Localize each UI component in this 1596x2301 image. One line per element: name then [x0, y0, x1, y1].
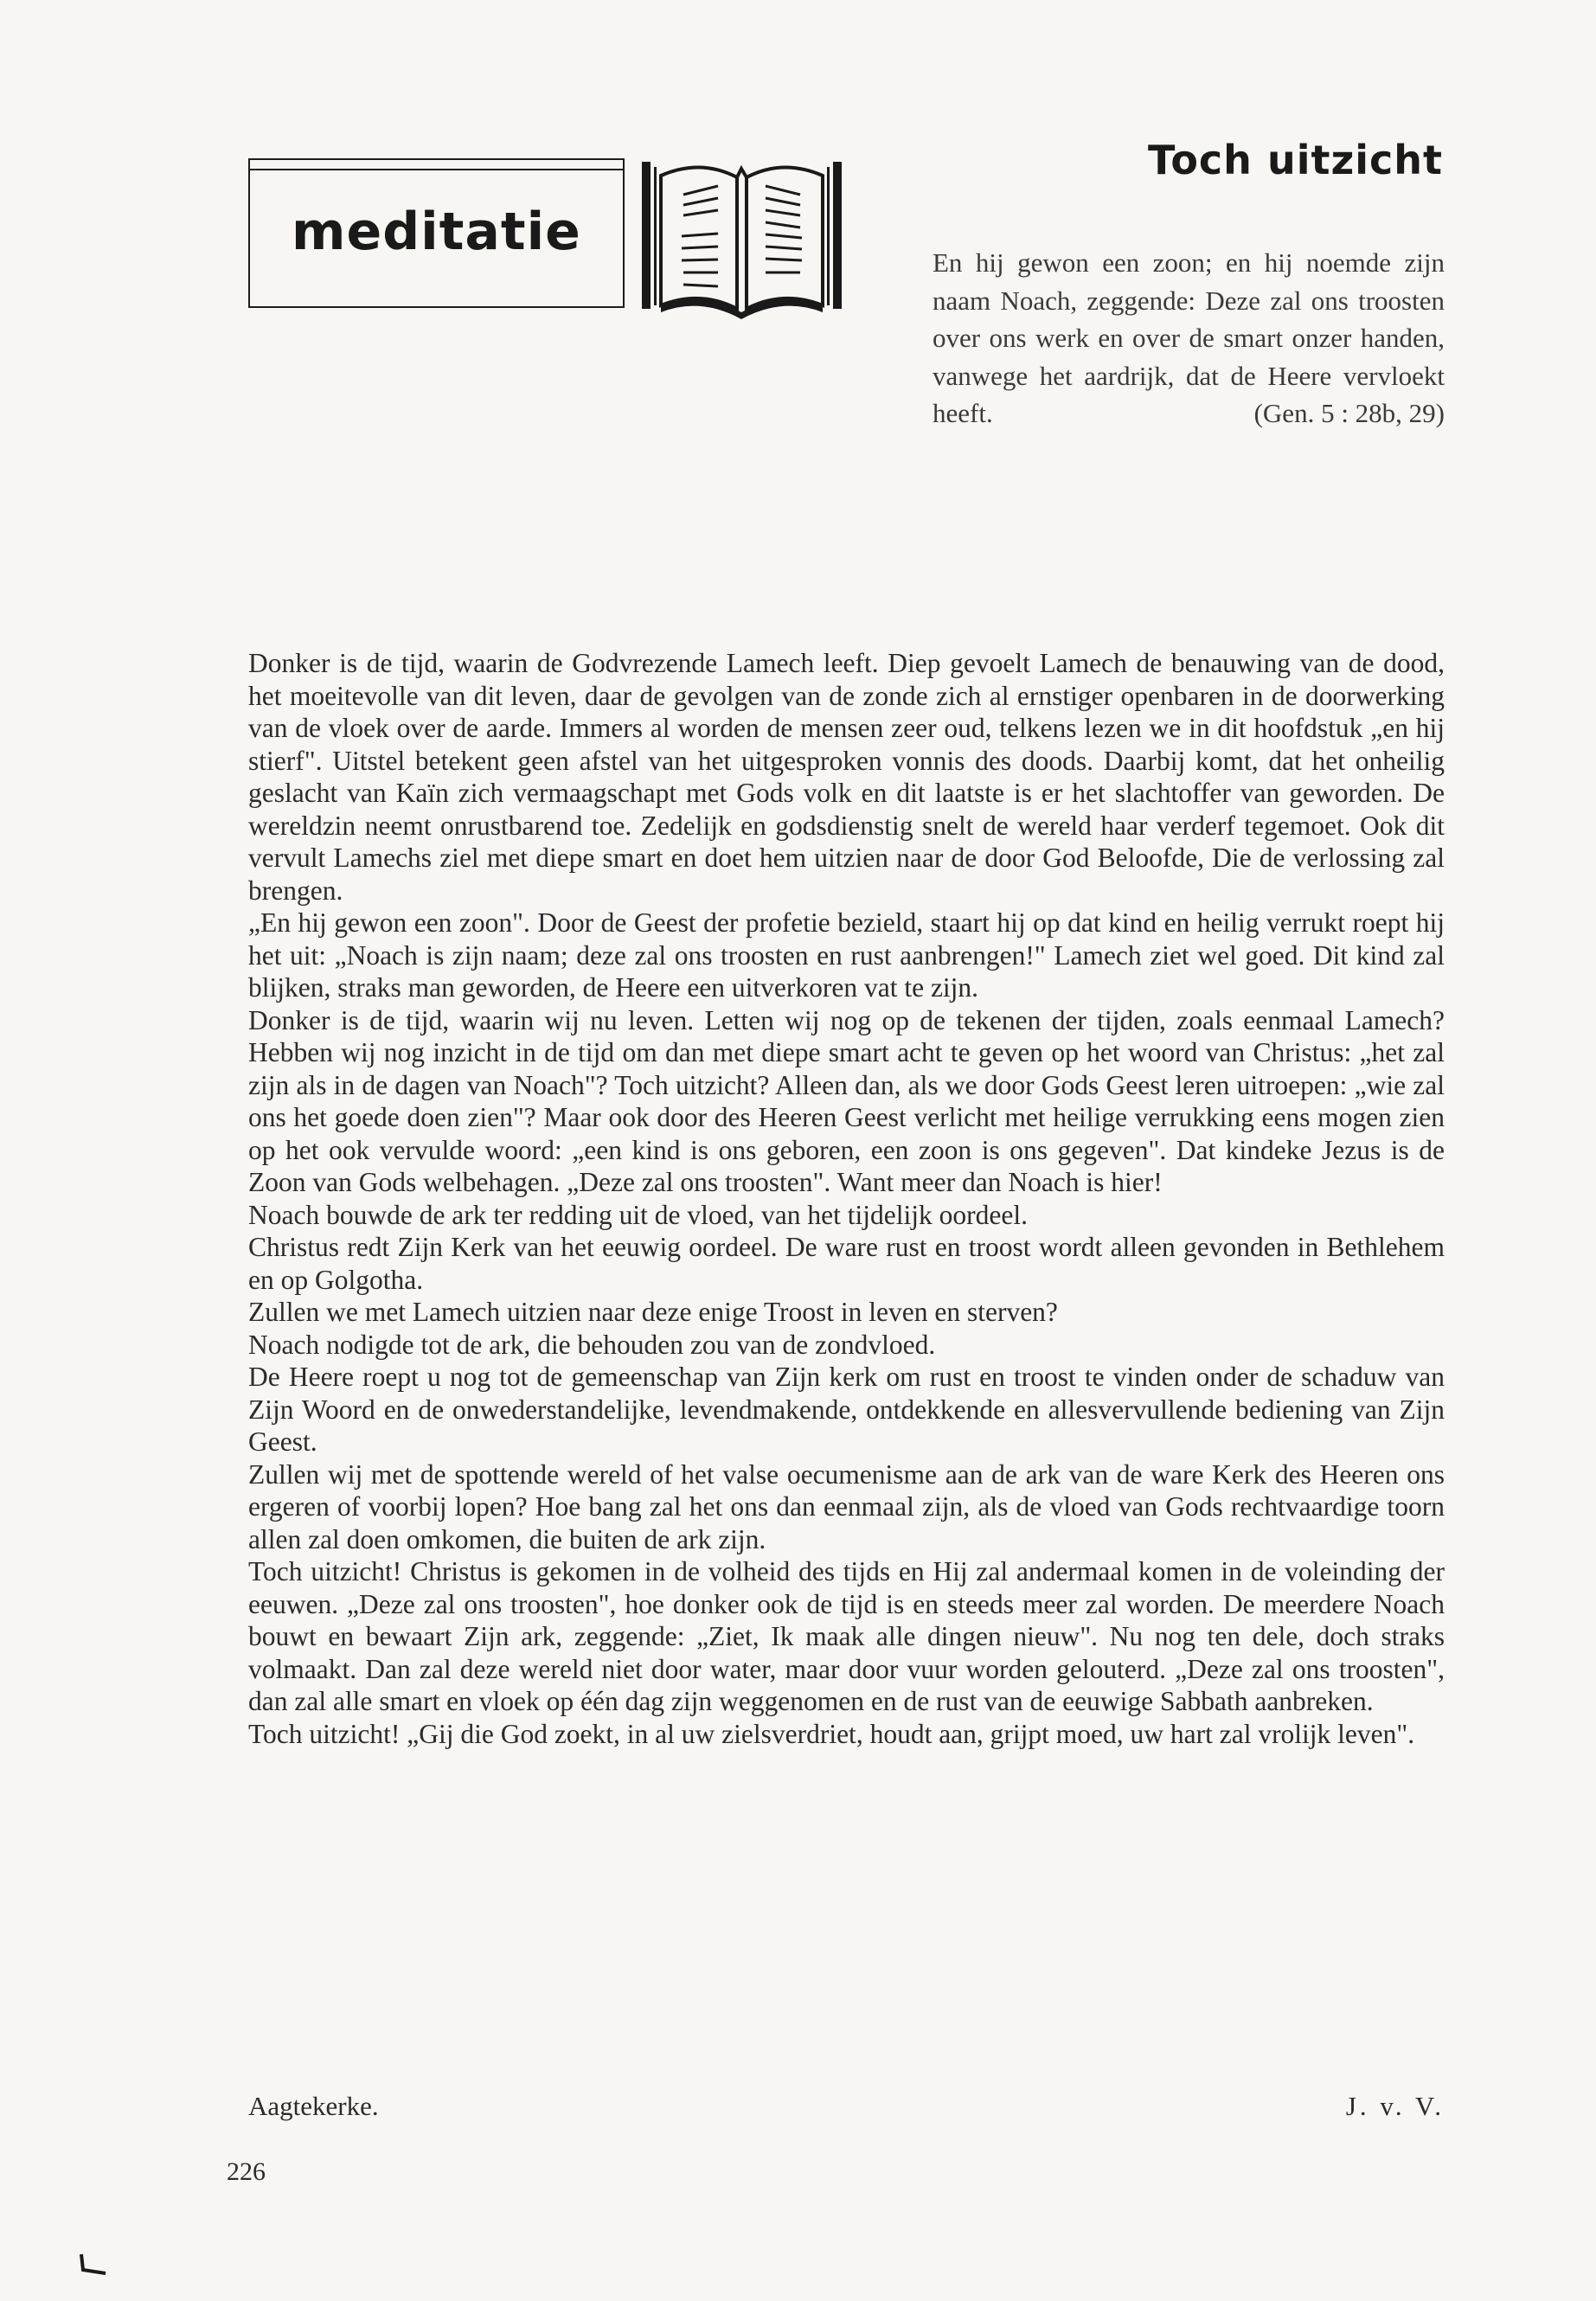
epigraph-text: En hij gewon een zoon; en hij noemde zijn naam Noach, zeggende: Deze zal ons troosten over ons werk en over de smart onzer handen, vanwege het aardrijk, dat de Heere vervloekt heeft.: [933, 247, 1445, 428]
header-divider: [250, 169, 625, 170]
section-label: meditatie: [292, 202, 581, 262]
body-paragraph: Toch uitzicht! Christus is gekomen in de volheid des tijds en Hij zal andermaal komen in de voleinding der eeuwen. „Deze zal ons troosten", hoe donker ook de tijd is en steeds meer zal worden. De meerdere Noach bouwt en bewaart Zijn ark, zeggende: „Ziet, Ik maak alle dingen nieuw". Nu nog ten dele, doch straks volmaakt. Dan zal deze wereld niet door water, maar door vuur worden gelouterd. „Deze zal ons troosten", dan zal alle smart en vloek op één dag zijn weggenomen en de rust van de eeuwige Sabbath aanbreken.: [248, 1556, 1445, 1716]
article-title: Toch uitzicht: [1148, 137, 1443, 183]
open-book-icon: [631, 151, 852, 320]
epigraph-reference: (Gen. 5 : 28b, 29): [1253, 398, 1445, 428]
body-paragraph: De Heere roept u nog tot de gemeenschap van Zijn kerk om rust en troost te vinden onder de schaduw van Zijn Woord en de onwederstandelijke, levendmakende, ontdekkende en allesvervullende bediening van Zijn Geest.: [248, 1362, 1445, 1457]
body-paragraph: Toch uitzicht! „Gij die God zoekt, in al uw zielsverdriet, houdt aan, grijpt moed, uw hart zal vrolijk leven".: [248, 1718, 1415, 1749]
header-box: [248, 158, 625, 308]
body-paragraph: „En hij gewon een zoon". Door de Geest der profetie bezield, staart hij op dat kind en heilig verrukt roept hij het uit: „Noach is zijn naam; deze zal ons troosten en rust aanbrengen!" Lamech ziet wel goed. Dit kind zal blijken, straks man geworden, de Heere een uitverkoren vat te zijn.: [248, 907, 1445, 1003]
article-body: [248, 647, 1445, 1750]
scripture-epigraph: [933, 244, 1445, 433]
body-paragraph: Noach nodigde tot de ark, die behouden zou van de zondvloed.: [248, 1329, 936, 1360]
page-number: 226: [227, 2157, 266, 2186]
body-paragraph: Donker is de tijd, waarin de Godvrezende Lamech leeft. Diep gevoelt Lamech de benauwing van de dood, het moeitevolle van dit leven, daar de gevolgen van de zonde zich al ernstiger openbaren in de doorwerking van de vloek over de aarde. Immers al worden de mensen zeer oud, telkens lezen we in dit hoofdstuk „en hij stierf". Uitstel betekent geen afstel van het uitgesproken vonnis des doods. Daarbij komt, dat het onheilig geslacht van Kaïn zich vermaagschapt met Gods volk en dit laatste is er het slachtoffer van geworden. De wereldzin neemt onrustbarend toe. Zedelijk en godsdienstig snelt de wereld haar verderf tegemoet. Ook dit vervult Lamechs ziel met diepe smart en doet hem uitzien naar de door God Beloofde, Die de verlossing zal brengen.: [248, 648, 1445, 906]
body-paragraph: Zullen we met Lamech uitzien naar deze enige Troost in leven en sterven?: [248, 1297, 1058, 1327]
body-paragraph: Christus redt Zijn Kerk van het eeuwig oordeel. De ware rust en troost wordt alleen gevonden in Bethlehem en op Golgotha.: [248, 1232, 1445, 1295]
signature-initials: J. v. V.: [1345, 2091, 1445, 2121]
scan-edge-mark: [80, 2253, 111, 2277]
body-paragraph: Donker is de tijd, waarin wij nu leven. Letten wij nog op de tekenen der tijden, zoals eenmaal Lamech? Hebben wij nog inzicht in de tijd om dan met diepe smart acht te geven op het woord van Christus: „het zal zijn als in de dagen van Noach"? Toch uitzicht? Alleen dan, als we door Gods Geest leren uitroepen: „wie zal ons het goede doen zien"? Maar ook door des Heeren Geest verlicht met heilige verrukking eens mogen zien op het ook vervulde woord: „een kind is ons geboren, een zoon is ons gegeven". Dat kindeke Jezus is de Zoon van Gods welbehagen. „Deze zal ons troosten". Want meer dan Noach is hier!: [248, 1004, 1445, 1197]
signature-place: Aagtekerke.: [248, 2091, 379, 2121]
body-paragraph: Zullen wij met de spottende wereld of het valse oecumenisme aan de ark van de ware Kerk des Heeren ons ergeren of voorbij lopen? Hoe bang zal het ons dan eenmaal zijn, als de vloed van Gods rechtvaardige toorn allen zal doen omkomen, die buiten de ark zijn.: [248, 1458, 1445, 1554]
body-paragraph: Noach bouwde de ark ter redding uit de vloed, van het tijdelijk oordeel.: [248, 1199, 1028, 1230]
